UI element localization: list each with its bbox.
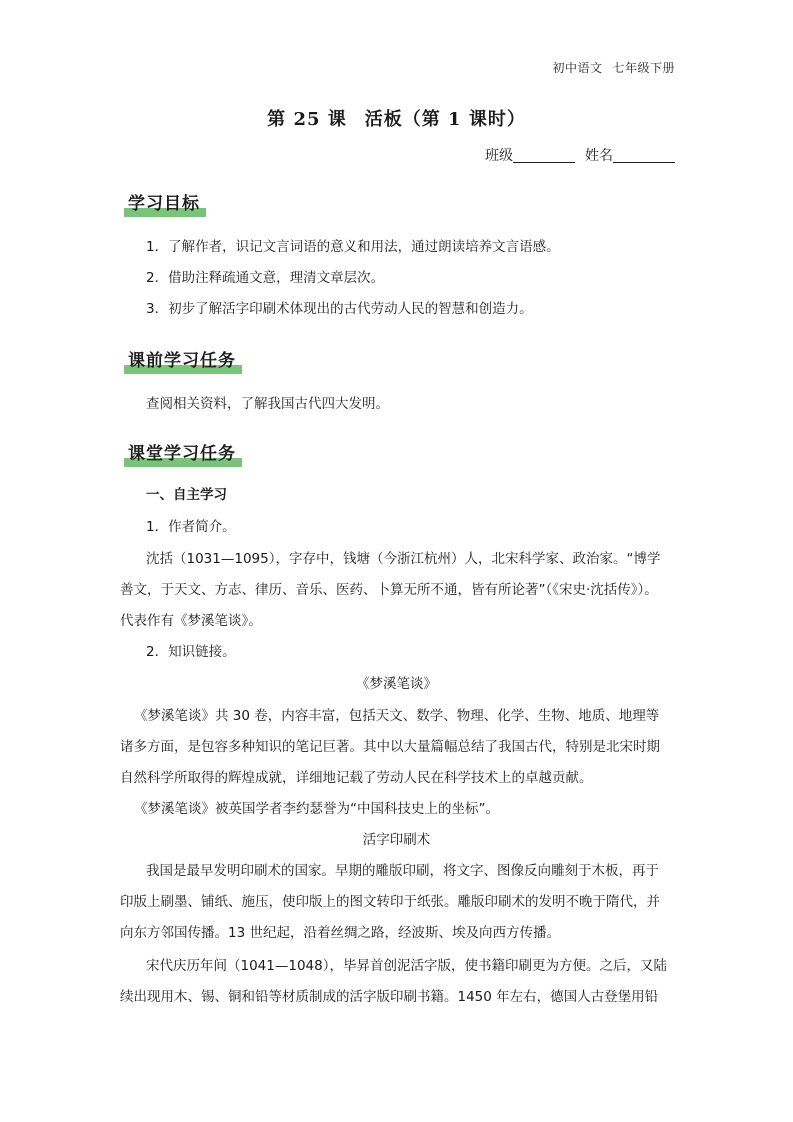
pre-task-heading: 课前学习任务 [124,350,242,374]
goal-item: 2．借助注释疏通文意，理清文章层次。 [146,270,385,286]
class-task-heading: 课堂学习任务 [124,443,242,467]
print-line: 向东方邻国传播。13 世纪起，沿着丝绸之路，经波斯、埃及向西方传播。 [120,925,560,941]
pre-task-text: 查阅相关资料，了解我国古代四大发明。 [146,396,389,412]
name-blank[interactable] [613,148,675,163]
author-line: 沈括（1031—1095），字存中，钱塘（今浙江杭州）人，北宋科学家、政治家。“博学 [146,551,661,567]
sub-heading-self-study: 一、自主学习 [146,487,227,503]
goal-item: 1．了解作者，识记文言词语的意义和用法，通过朗读培养文言语感。 [146,239,560,255]
class-blank[interactable] [513,148,575,163]
book-line: 《梦溪笔谈》共 30 卷，内容丰富，包括天文、数学、物理、化学、生物、地质、地理等 [134,708,660,724]
student-info-bar [485,145,675,165]
print-line: 我国是最早发明印刷术的国家。早期的雕版印刷，将文字、图像反向雕刻于木板，再于 [146,863,659,879]
lesson-number: 第 25 课 [267,109,347,130]
grade-label: 七年级下册 [612,61,675,75]
item-knowledge-title: 2．知识链接。 [146,644,236,660]
book-title: 《梦溪笔谈》 [356,676,437,692]
book-line: 自然科学所取得的辉煌成就，详细地记载了劳动人民在科学技术上的卓越贡献。 [120,770,593,786]
item-author-title: 1．作者简介。 [146,519,236,535]
class-label: 班级 [485,148,513,164]
goals-heading: 学习目标 [124,193,206,217]
name-label: 姓名 [585,148,613,164]
print-line: 宋代庆历年间（1041—1048），毕昇首创泥活字版，使书籍印刷更为方便。之后，又陆 [146,958,667,974]
goal-item: 3．初步了解活字印刷术体现出的古代劳动人民的智慧和创造力。 [146,301,533,317]
course-tag [552,59,675,76]
print-line: 印版上刷墨、铺纸、施压，使印版上的图文转印于纸张。雕版印刷术的发明不晚于隋代，并 [120,894,660,910]
author-line: 善文，于天文、方志、律历、音乐、医药、卜算无所不通，皆有所论著”（《宋史·沈括传》）。 [120,582,658,598]
print-title: 活字印刷术 [362,832,431,848]
print-line: 续出现用木、锡、铜和铅等材质制成的活字版印刷书籍。1450 年左右，德国人古登堡用铅 [120,989,659,1005]
author-line: 代表作有《梦溪笔谈》。 [120,613,262,629]
course-label: 初中语文 [552,61,603,75]
page-title [0,105,793,131]
lesson-topic: 活板（第 1 课时） [364,109,526,130]
book-line: 《梦溪笔谈》被英国学者李约瑟誉为“中国科技史上的坐标”。 [134,801,499,817]
book-line: 诸多方面，是包容多种知识的笔记巨著。其中以大量篇幅总结了我国古代，特别是北宋时期 [120,739,660,755]
